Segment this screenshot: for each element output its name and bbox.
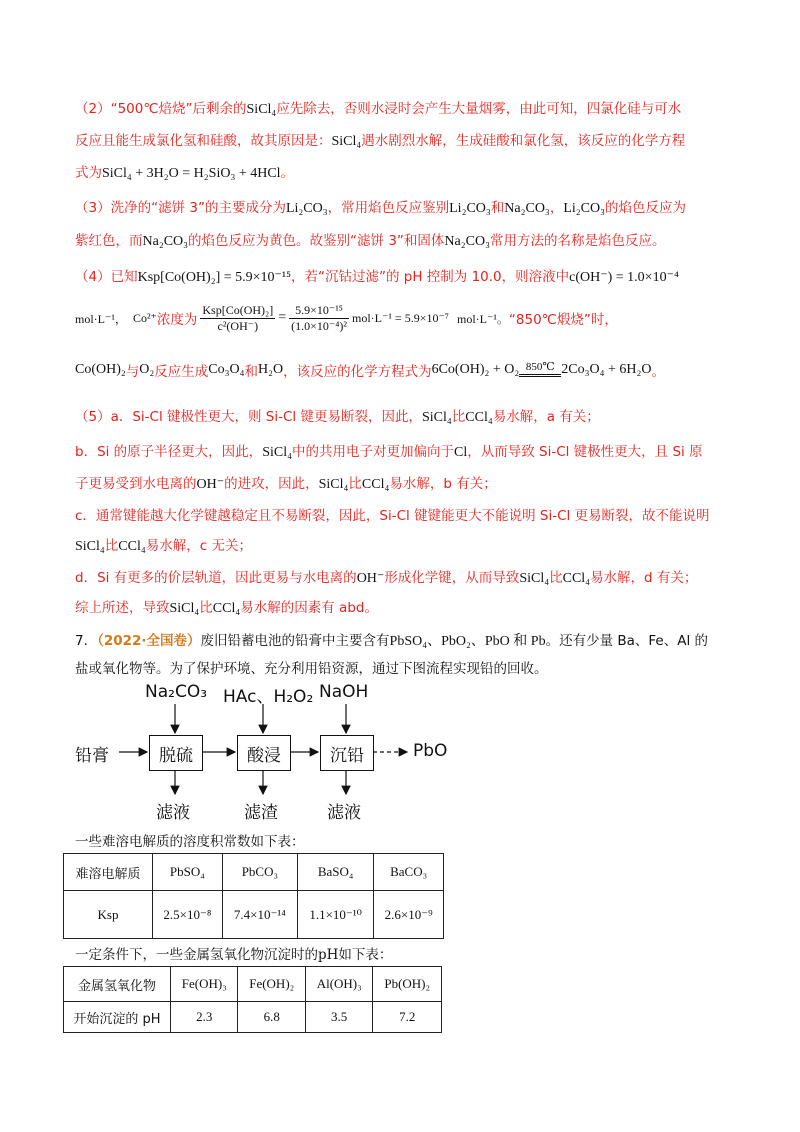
formula-ccl4: CCl₄ <box>212 601 241 616</box>
text: ， <box>549 200 564 216</box>
para-4-line-3 <box>75 360 665 380</box>
para-5-c-line-2 <box>75 534 252 555</box>
text: （5）a．Si-Cl 键极性更大，则 Si-Cl 键更易断裂，因此， <box>75 409 422 425</box>
formula-oh: OH⁻ <box>196 477 225 492</box>
hydroxide-concentration: c(OH⁻) = 1.0×10⁻⁴ <box>569 270 679 285</box>
para-5-summary <box>75 596 378 617</box>
text: 。还有少量 Ba、Fe、Al 的 <box>545 633 709 649</box>
formula-co3o4: Co₃O₄ <box>208 362 245 377</box>
text: 比 <box>451 409 466 425</box>
fraction-denominator: c²(OH⁻) <box>217 318 259 333</box>
equation-left-side: 6Co(OH)₂ + O₂ <box>431 362 520 377</box>
text: 与 <box>125 364 140 380</box>
ksp-table-value-row <box>64 891 444 939</box>
text: “850℃煅烧”时， <box>508 312 618 328</box>
text: 和 <box>490 200 505 216</box>
flow-reagent-naoh: NaOH <box>319 682 369 702</box>
ph-col-feoh3: Fe(OH)₃ <box>171 967 238 1002</box>
text: 比 <box>348 476 362 492</box>
ph-row-label: 开始沉淀的 pH <box>64 1002 171 1033</box>
question-7-line-1 <box>75 629 708 650</box>
formula-h2o: H₂O <box>257 362 284 377</box>
ph-header-label: 金属氢氧化物 <box>64 967 171 1002</box>
cobalt-ion: Co²⁺ <box>132 310 157 325</box>
flow-output-residue: 滤渣 <box>244 803 278 823</box>
ph-value-feoh2: 6.8 <box>238 1002 305 1033</box>
para-5-b-line-1 <box>75 440 703 461</box>
equation-right-side: 2Co₃O₄ + 6H₂O <box>561 362 652 377</box>
ph-table-value-row <box>64 1002 442 1033</box>
ph-col-feoh2: Fe(OH)₂ <box>238 967 305 1002</box>
text: 易水解，c 无关； <box>145 538 252 554</box>
text: 综上所述，导致 <box>75 600 170 616</box>
text: 应先除去，否则水浸时会产生大量烟雾，由此可知，四氯化硅与可水 <box>276 101 682 117</box>
ph-table-header-row <box>64 967 442 1002</box>
text: 比 <box>549 570 563 586</box>
para-5-a <box>75 405 600 426</box>
formula-sicl4: SiCl₄ <box>318 477 349 492</box>
flow-input-lead-paste: 铅膏 <box>75 746 109 766</box>
formula-sicl4: SiCl₄ <box>246 102 277 117</box>
formula-na2co3: Na₂CO₃ <box>444 234 490 249</box>
text: 。 <box>651 364 665 380</box>
formula-sicl4: SiCl₄ <box>262 445 292 460</box>
ksp-table-header-row <box>64 854 444 891</box>
formula-na2co3: Na₂CO₃ <box>142 234 189 249</box>
ksp-col-pbso4: PbSO₄ <box>153 854 223 891</box>
flow-reagent-hac-h2o2: HAc、H₂O₂ <box>223 687 314 707</box>
flow-reagent-na2co3: Na₂CO₃ <box>145 682 208 702</box>
formula-ccl4: CCl₄ <box>562 571 591 586</box>
formula-list: PbSO₄、PbO₂、PbO 和 Pb <box>389 634 546 649</box>
formula-li2co3: Li₂CO₃ <box>449 201 491 216</box>
text: 的焰色反应为 <box>604 200 686 216</box>
text: 形成化学键，从而导致 <box>384 570 520 586</box>
para-2-line-2 <box>75 129 685 150</box>
flow-step-desulfurization: 脱硫 <box>149 735 203 771</box>
formula-o2: O₂ <box>139 362 155 377</box>
text: （4）已知 <box>75 269 138 285</box>
flow-output-filtrate-2: 滤液 <box>327 803 361 823</box>
para-3-line-2 <box>75 229 665 250</box>
ksp-value-pbso4: 2.5×10⁻⁸ <box>153 891 223 939</box>
para-4-line-2: mol·L⁻¹， Co²⁺ 浓度为 $\frac{\text{Ksp[Co(OH)₂]}}{\text{c²(OH⁻)}}$ = $\frac{\text{5.9×10⁻¹⁵}}{\text{(1.0×10⁻⁴)²}}$ mol·L⁻¹ = 5.9×10⁻⁷ mol·L⁻¹。 “850℃煅烧”时， <box>75 302 618 333</box>
ksp-expression: Ksp[Co(OH)₂] = 5.9×10⁻¹⁵ <box>137 270 291 285</box>
process-flowchart <box>75 682 495 824</box>
formula-sicl4: SiCl₄ <box>169 601 200 616</box>
reaction-condition <box>519 362 561 379</box>
formula-li2co3: Li₂CO₃ <box>285 201 328 216</box>
ksp-header-label: 难溶电解质 <box>64 854 153 891</box>
text: b．Si 的原子半径更大，因此， <box>75 444 263 460</box>
text: c．通常键能越大化学键越稳定且不易断裂，因此，Si-Cl 键键能更大不能说明 Si-Cl 更易断裂，故不能说明 <box>75 508 710 524</box>
ph-col-aloh3: Al(OH)₃ <box>305 967 372 1002</box>
text: 易水解，d 有关； <box>590 570 698 586</box>
ksp-value-pbco3: 7.4×10⁻¹⁴ <box>222 891 297 939</box>
question-source: （2022·全国卷） <box>97 633 201 649</box>
para-3-line-1 <box>75 196 686 217</box>
text: d．Si 有更多的价层轨道，因此更易与水电离的 <box>75 570 357 586</box>
fraction-values <box>289 303 349 334</box>
text: 反应且能生成氯化氢和硅酸，故其原因是： <box>75 133 332 149</box>
para-2-line-3 <box>75 161 294 182</box>
text: 盐或氧化物等。为了保护环境、充分利用铅资源，通过下图流程实现铅的回收。 <box>75 661 548 677</box>
formula-sicl4: SiCl₄ <box>519 571 550 586</box>
fraction-denominator: (1.0×10⁻⁴)² <box>291 318 347 333</box>
ksp-value-baso4: 1.1×10⁻¹⁰ <box>298 891 374 939</box>
ph-col-pboh2: Pb(OH)₂ <box>373 967 442 1002</box>
question-number: 7． <box>75 633 98 649</box>
text: 遇水剧烈水解，生成硅酸和氯化氢，该反应的化学方程 <box>361 133 686 149</box>
ph-value-pboh2: 7.2 <box>373 1002 442 1033</box>
formula-ccl4: CCl₄ <box>118 539 146 554</box>
flow-product-pbo: PbO <box>413 741 448 761</box>
ph-value-aloh3: 3.5 <box>305 1002 372 1033</box>
ph-table <box>63 966 442 1033</box>
ph-table-caption: 一定条件下，一些金属氢氧化物沉淀时的pH如下表： <box>75 947 393 963</box>
text: 常用方法的名称是焰色反应。 <box>489 233 666 249</box>
ksp-row-label: Ksp <box>64 891 153 939</box>
ksp-col-baso4: BaSO₄ <box>298 854 374 891</box>
equation-sicl4-hydrolysis: SiCl₄ + 3H₂O = H₂SiO₃ + 4HCl <box>102 166 281 181</box>
text: 反应生成 <box>154 364 209 380</box>
question-7-line-2 <box>75 657 548 677</box>
text: 的焰色反应为黄色。故鉴别“滤饼 3”和固体 <box>188 233 445 249</box>
formula-na2co3: Na₂CO₃ <box>504 201 550 216</box>
para-5-d <box>75 566 697 587</box>
fraction-numerator: 5.9×10⁻¹⁵ <box>289 303 349 319</box>
formula-oh: OH⁻ <box>356 571 385 586</box>
ksp-col-pbco3: PbCO₃ <box>222 854 297 891</box>
fraction-numerator: Ksp[Co(OH)₂] <box>202 302 274 317</box>
text: （2）“500℃焙烧”后剩余的 <box>75 101 247 117</box>
text: 比 <box>104 538 119 554</box>
formula-cooh2: Co(OH)₂ <box>75 362 126 377</box>
equals-sign <box>519 374 561 379</box>
text: 比 <box>199 600 213 616</box>
text: 紫红色，而 <box>75 233 143 249</box>
text: 的进攻，因此， <box>224 476 319 492</box>
text: 易水解，a 有关； <box>492 409 600 425</box>
formula-li2co3: Li₂CO₃ <box>563 201 605 216</box>
para-4-line-1 <box>75 265 679 286</box>
ksp-value-baco3: 2.6×10⁻⁹ <box>374 891 444 939</box>
flow-output-filtrate-1: 滤液 <box>156 803 190 823</box>
text: 子更易受到水电离的 <box>75 476 197 492</box>
flow-step-acid-leaching: 酸浸 <box>237 735 291 771</box>
text: 浓度为 <box>156 312 198 328</box>
formula-sicl4: SiCl₄ <box>75 539 105 554</box>
ksp-col-baco3: BaCO₃ <box>374 854 444 891</box>
formula-ccl4: CCl₄ <box>361 477 390 492</box>
unit: mol·L⁻¹， <box>75 311 127 326</box>
text: ，从而导致 Si-Cl 键极性更大，且 Si 原 <box>467 444 703 460</box>
para-5-b-line-2 <box>75 472 497 493</box>
formula-ccl4: CCl₄ <box>465 410 493 425</box>
text: 易水解的因素有 abd。 <box>240 600 378 616</box>
formula-sicl4: SiCl₄ <box>421 410 452 425</box>
text: 式为 <box>75 165 102 181</box>
text: ，若“沉钴过滤”的 pH 控制为 10.0，则溶液中 <box>291 269 570 285</box>
condition-temperature: 850℃ <box>525 360 555 373</box>
text: ，该反应的化学方程式为 <box>283 364 432 380</box>
text: 废旧铅蓄电池的铅膏中主要含有 <box>200 633 390 649</box>
text: 。 <box>280 165 295 181</box>
text: 中的共用电子对更加偏向于 <box>291 444 454 460</box>
unit: mol·L⁻¹。 <box>456 311 509 326</box>
ksp-table <box>63 853 444 939</box>
text: 和 <box>244 364 258 380</box>
text: （3）洗净的“滤饼 3”的主要成分为 <box>75 200 286 216</box>
flow-step-lead-precipitation: 沉铅 <box>320 735 374 771</box>
para-2-line-1 <box>75 97 681 118</box>
formula-sicl4: SiCl₄ <box>331 134 362 149</box>
text: 易水解，b 有关； <box>389 476 497 492</box>
cobalt-concentration-result: mol·L⁻¹ = 5.9×10⁻⁷ <box>352 310 449 325</box>
ph-value-feoh3: 2.3 <box>171 1002 238 1033</box>
ksp-table-caption: 一些难溶电解质的溶度积常数如下表： <box>75 834 305 850</box>
para-5-c-line-1 <box>75 504 710 524</box>
formula-cl: Cl <box>453 445 468 460</box>
fraction-ksp-over-coh2 <box>200 303 275 334</box>
text: ，常用焰色反应鉴别 <box>327 200 450 216</box>
